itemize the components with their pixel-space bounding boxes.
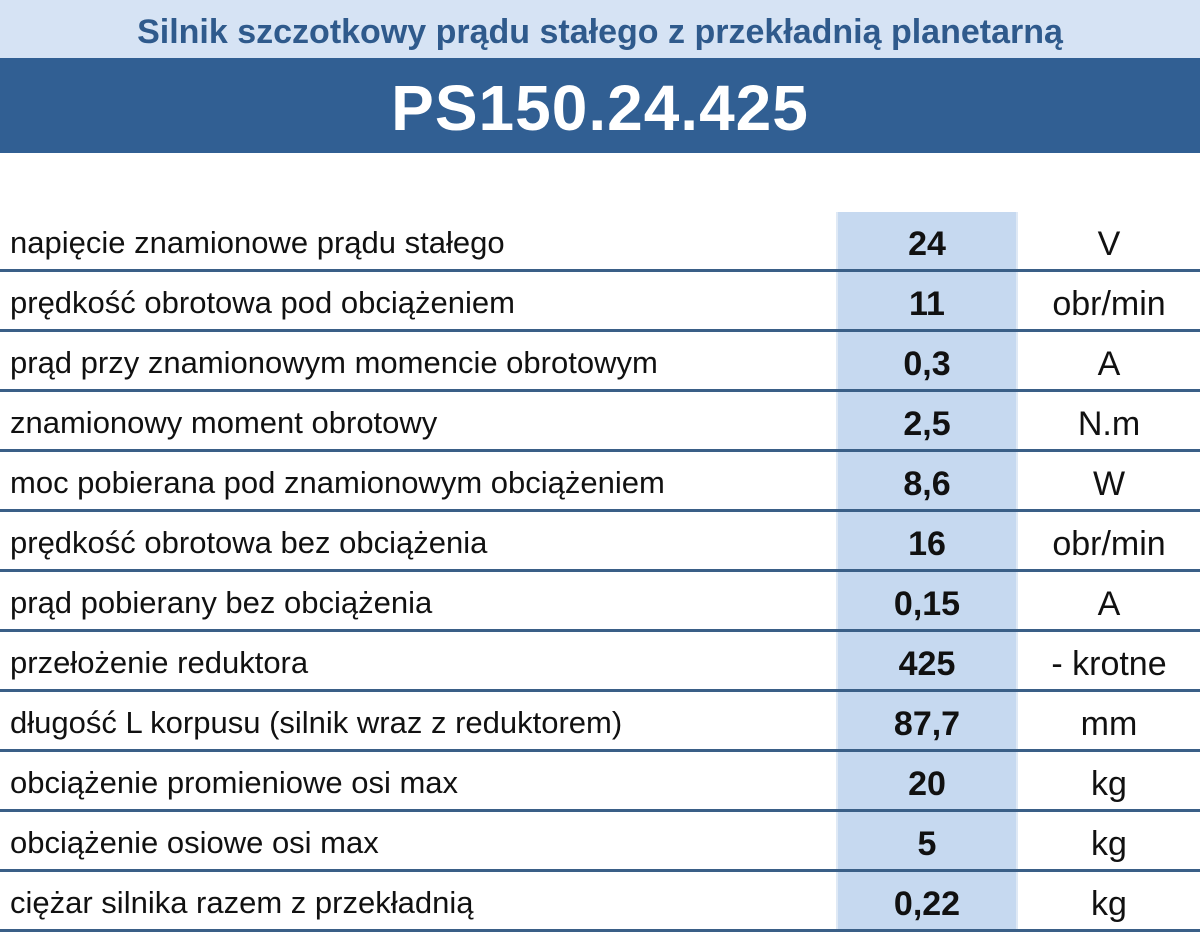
spec-unit: mm [1080,705,1138,743]
spec-value: 5 [917,825,937,863]
spec-label: obciążenie osiowe osi max [10,825,379,860]
spec-value: 0,22 [893,885,961,923]
model-title: PS150.24.425 [391,72,809,144]
spec-unit: obr/min [1052,525,1166,563]
spec-row [0,692,1200,752]
spec-row [0,452,1200,512]
spec-row [0,872,1200,932]
spec-row [0,332,1200,392]
spec-label: obciążenie promieniowe osi max [10,765,459,800]
spec-label: przełożenie reduktora [10,645,309,680]
spec-row [0,632,1200,692]
spec-row [0,512,1200,572]
spec-value: 11 [909,285,945,323]
spec-row [0,572,1200,632]
spec-unit: W [1092,465,1126,503]
spec-unit: A [1097,345,1121,383]
spec-value: 425 [898,645,956,683]
spec-label: prąd pobierany bez obciążenia [10,585,433,620]
spec-unit: - krotne [1051,645,1167,683]
spec-label: ciężar silnika razem z przekładnią [10,885,474,920]
spec-row [0,392,1200,452]
spec-unit: obr/min [1052,285,1166,323]
spec-unit: N.m [1077,405,1141,443]
spec-value: 24 [908,225,946,263]
spec-label: napięcie znamionowe prądu stałego [10,225,505,260]
spec-unit: V [1097,225,1121,263]
spec-unit: kg [1091,825,1127,863]
spec-row [0,752,1200,812]
spec-row [0,212,1200,272]
spec-value: 16 [908,525,946,563]
spec-value: 2,5 [903,405,951,443]
spec-label: znamionowy moment obrotowy [10,405,438,440]
spec-value: 0,15 [893,585,961,623]
spec-label: prąd przy znamionowym momencie obrotowym [10,345,658,380]
spec-unit: kg [1091,765,1127,803]
spec-label: długość L korpusu (silnik wraz z reduktorem) [10,705,623,740]
spec-label: prędkość obrotowa pod obciążeniem [10,285,515,320]
spec-value: 8,6 [903,465,951,503]
spec-label: prędkość obrotowa bez obciążenia [10,525,488,560]
spec-unit: kg [1091,885,1127,923]
product-subtitle: Silnik szczotkowy prądu stałego z przekładnią planetarną [137,13,1063,51]
spec-value: 0,3 [903,345,951,383]
row-divider [0,929,1200,932]
spec-value: 87,7 [893,705,961,743]
spec-label: moc pobierana pod znamionowym obciążeniem [10,465,665,500]
spec-row [0,812,1200,872]
spec-value: 20 [908,765,946,803]
spec-row [0,272,1200,332]
spec-unit: A [1097,585,1121,623]
